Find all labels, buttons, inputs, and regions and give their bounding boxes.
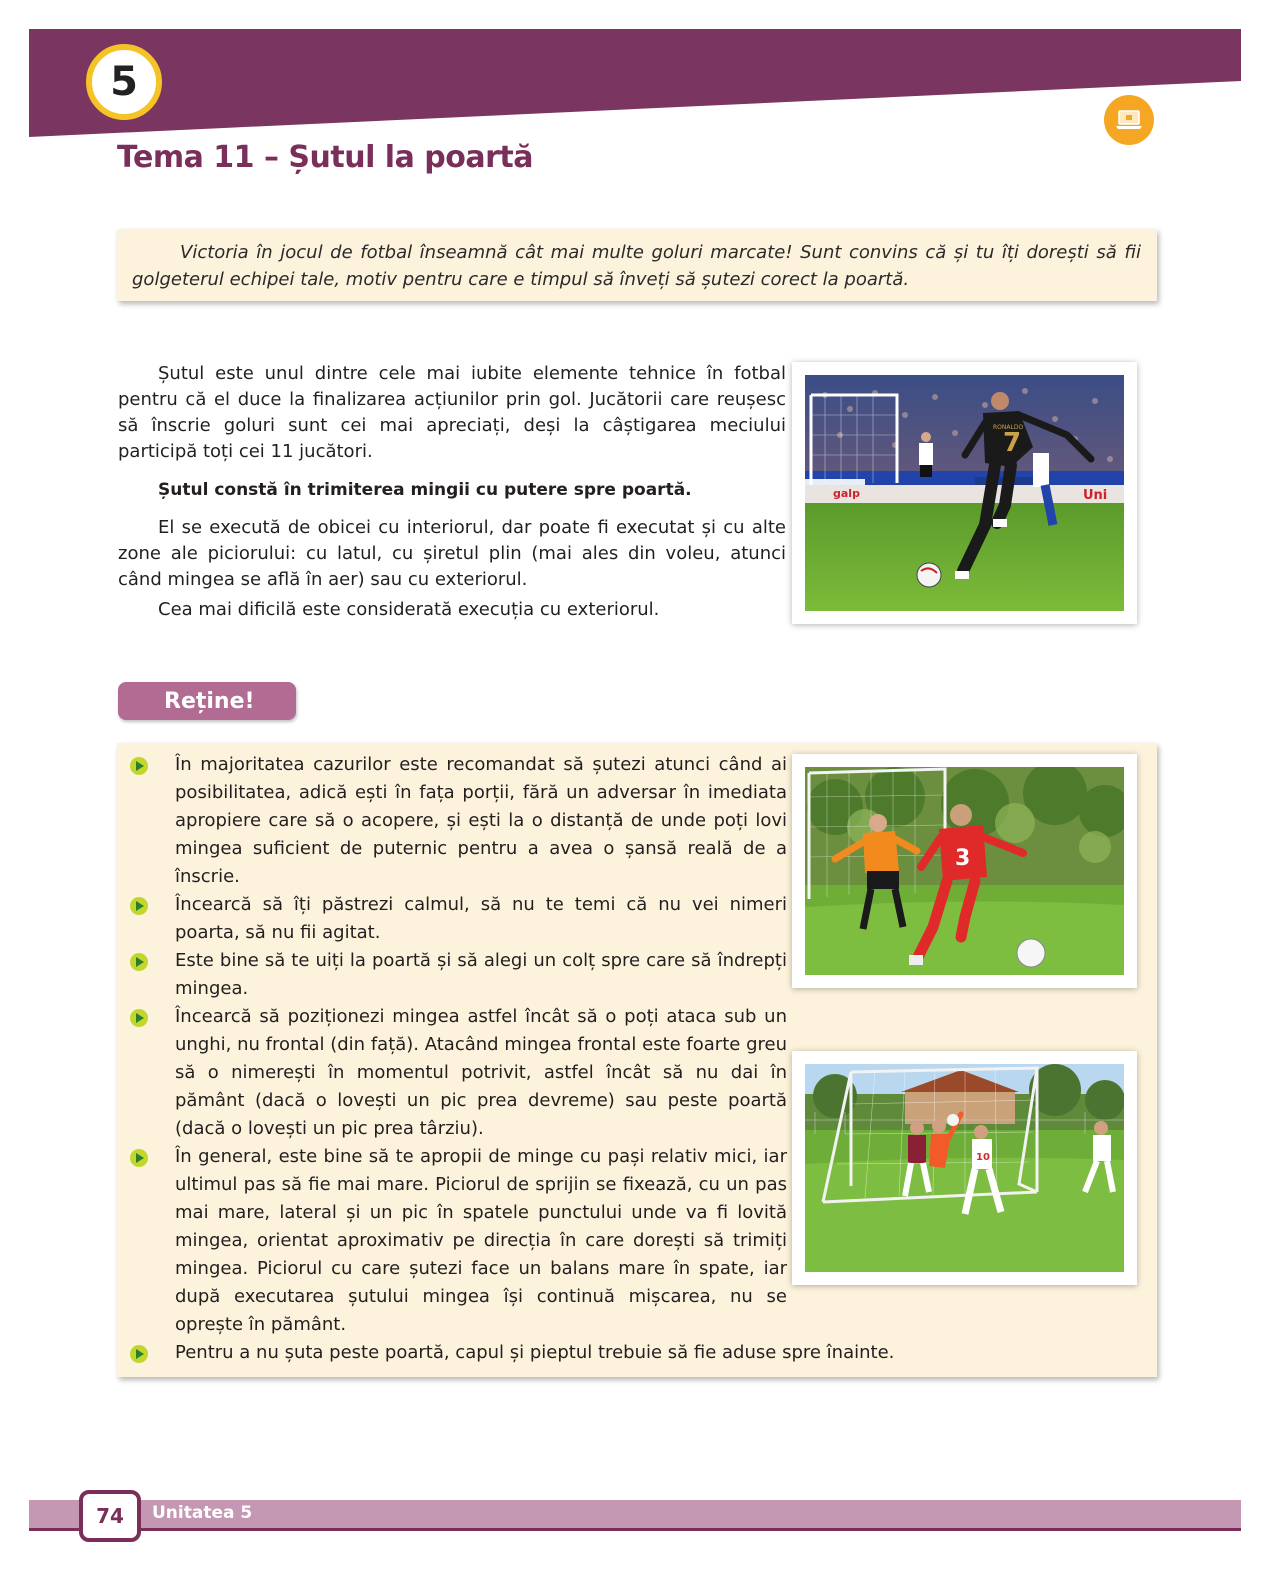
jersey-name: RONALDO xyxy=(993,424,1024,431)
bullet-text: Este bine să te uiți la poartă și să alegi un colț spre care să îndrepți mingea. xyxy=(175,950,787,999)
ad-text-left: galp xyxy=(833,487,860,500)
green-arrow-bullet-icon xyxy=(129,756,149,776)
unit-number: 5 xyxy=(110,59,138,105)
body-paragraph-3: Cea mai dificilă este considerată execuția cu exteriorul. xyxy=(158,599,660,620)
intro-text: Victoria în jocul de fotbal înseamnă cât mai multe goluri marcate! Sunt convins că și tu îți dorești să fii golgeterul echipei tale, motiv pentru care e timpul să înveți să șutezi corect la poartă. xyxy=(132,242,1141,290)
green-arrow-bullet-icon xyxy=(129,952,149,972)
body-paragraph-1: Șutul este unul dintre cele mai iubite elemente tehnice în fotbal pentru că el duce la finalizarea acțiunilor prin gol. Jucătorii care reușesc să înscrie goluri sunt cei mai apreciați, deși la câștigarea meciului participă toți cei 11 jucători. xyxy=(118,363,786,462)
bullet-text: Pentru a nu șuta peste poartă, capul și pieptul trebuie să fie aduse spre înainte. xyxy=(175,1342,895,1363)
bullet-text: În general, este bine să te apropii de minge cu pași relativ mici, iar ultimul pas să fie mai mare. Piciorul de sprijin se fixează, cu un pas mai mare, lateral și un pic în spatele punctului unde va fi lovită mingea, orientat aproximativ pe direcția în care dorești să trimiți mingea. Piciorul cu care șutezi face un balans mare în spate, iar după executarea șutului mingea își continuă mișcarea, nu se oprește în pământ. xyxy=(175,1146,787,1335)
page-number-text: 74 xyxy=(96,1504,124,1528)
green-arrow-bullet-icon xyxy=(129,896,149,916)
bullet-text: Încearcă să îți păstrezi calmul, să nu te temi că nu vei nimeri poarta, să nu fii agitat. xyxy=(175,894,787,943)
list-item xyxy=(129,1339,1059,1367)
header-band xyxy=(29,29,1241,139)
jersey-number-10: 10 xyxy=(976,1152,990,1163)
green-arrow-bullet-icon xyxy=(129,1008,149,1028)
page-title: Tema 11 – Șutul la poartă xyxy=(117,140,533,175)
photo-youth-shot xyxy=(792,754,1137,988)
laptop-icon[interactable] xyxy=(1104,95,1154,145)
intro-box xyxy=(117,229,1157,301)
unit-number-badge xyxy=(86,44,162,120)
page-number xyxy=(79,1490,141,1542)
body-paragraph-definition: Șutul constă în trimiterea mingii cu putere spre poartă. xyxy=(158,480,692,500)
ad-text-right: Uni xyxy=(1083,488,1108,503)
photo-youth-match xyxy=(792,1051,1137,1285)
body-paragraph-2: El se execută de obicei cu interiorul, dar poate fi executat și cu alte zone ale piciorului: cu latul, cu șiretul plin (mai ales din voleu, atunci când mingea se află în aer) sau cu exteriorul. xyxy=(118,517,786,590)
jersey-number-7: 7 xyxy=(1003,428,1022,458)
body-text xyxy=(118,361,786,635)
green-arrow-bullet-icon xyxy=(129,1344,149,1364)
bullet-text: În majoritatea cazurilor este recomandat să șutezi atunci când ai posibilitatea, adică ești în fața porții, fără un adversar în imediata apropiere care să o acopere, și ești la o distanță de unde poți lovi mingea suficient de puternic pentru a avea o șansă reală de a înscrie. xyxy=(175,754,787,887)
jersey-number-3: 3 xyxy=(955,846,971,871)
footer-unit-label: Unitatea 5 xyxy=(152,1503,253,1523)
green-arrow-bullet-icon xyxy=(129,1148,149,1168)
photo-player-shooting xyxy=(792,362,1137,624)
retine-label: Reține! xyxy=(118,682,296,720)
bullet-text: Încearcă să poziționezi mingea astfel încât să o poți ataca sub un unghi, nu frontal (din față). Atacând mingea frontal este foarte greu să o nimerești în momentul potrivit, astfel încât să nu dai în pământ (dacă o lovești un pic prea devreme) sau peste poartă (dacă o lovești un pic prea târziu). xyxy=(175,1006,787,1139)
